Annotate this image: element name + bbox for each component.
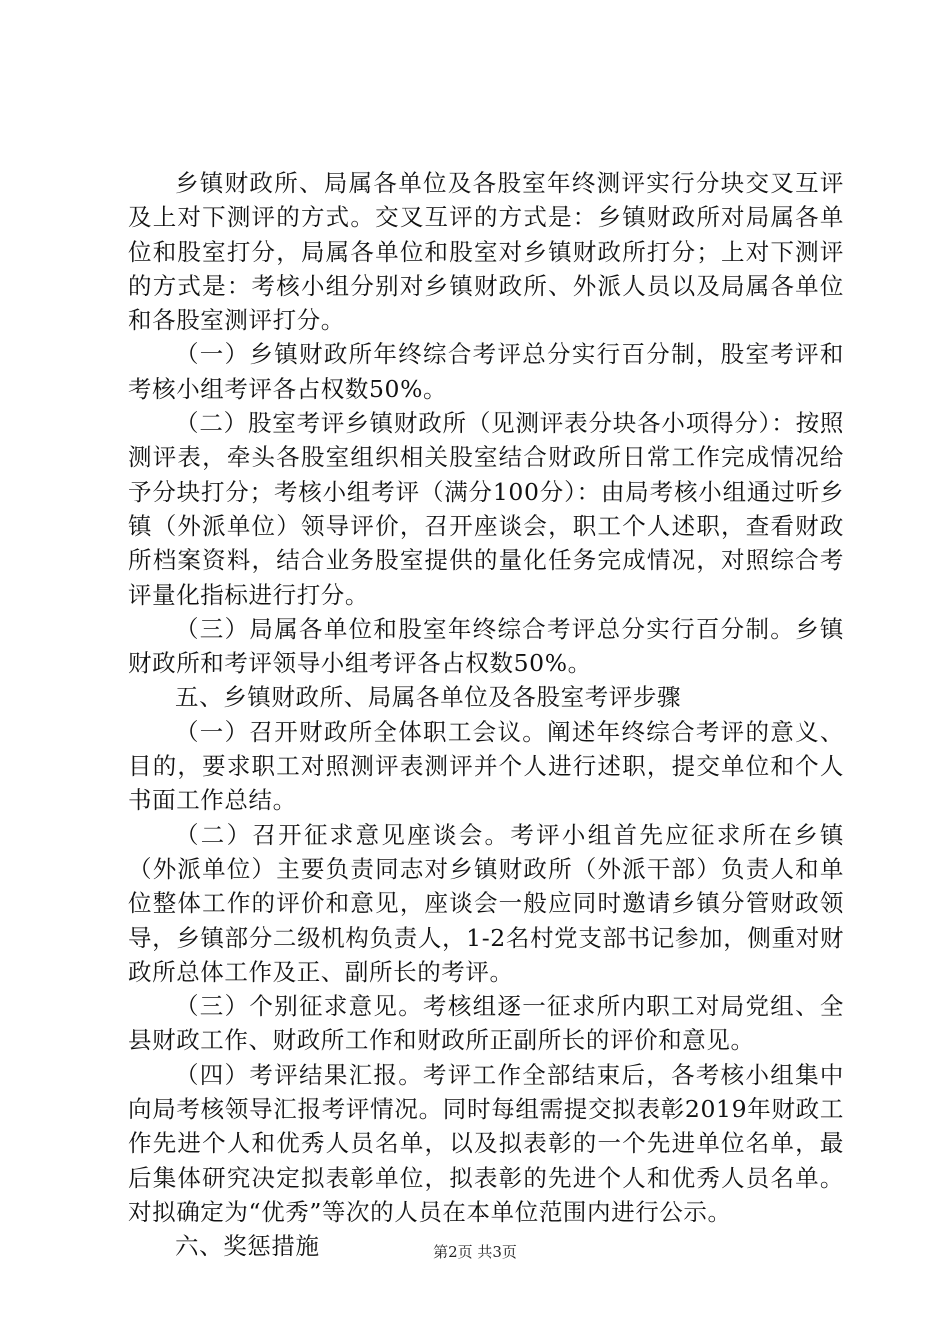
section-heading-rewards-penalties: 六、奖惩措施 xyxy=(175,1232,320,1261)
paragraph-step-3-individual-opinions: （三）个别征求意见。考核组逐一征求所内职工对局党组、全县财政工作、财政所工作和财政所正副所长的评价和意见。 xyxy=(128,992,844,1055)
section-heading-assessment-steps: 五、乡镇财政所、局属各单位及各股室考评步骤 xyxy=(175,683,682,712)
page-number-footer: 第2页 共3页 xyxy=(433,1243,517,1261)
paragraph-item-3-unit-scoring: （三）局属各单位和股室年终综合考评总分实行百分制。乡镇财政所和考评领导小组考评各占权数50%。 xyxy=(128,614,844,678)
paragraph-item-2-section-assessment: （二）股室考评乡镇财政所（见测评表分块各小项得分）：按照测评表，牵头各股室组织相关股室结合财政所日常工作完成情况给予分块打分；考核小组考评（满分100分）：由局考核小组通过听乡镇（外派单位）领导评价，召开座谈会，职工个人述职，查看财政所档案资料，结合业务股室提供的量化任务完成情况，对照综合考评量化指标进行打分。 xyxy=(128,409,844,609)
paragraph-assessment-method: 乡镇财政所、局属各单位及各股室年终测评实行分块交叉互评及上对下测评的方式。交叉互评的方式是：乡镇财政所对局属各单位和股室打分，局属各单位和股室对乡镇财政所打分；上对下测评的方式是：考核小组分别对乡镇财政所、外派人员以及局属各单位和各股室测评打分。 xyxy=(128,169,844,335)
paragraph-step-2-forum: （二）召开征求意见座谈会。考评小组首先应征求所在乡镇（外派单位）主要负责同志对乡镇财政所（外派干部）负责人和单位整体工作的评价和意见，座谈会一般应同时邀请乡镇分管财政领导，乡镇部分二级机构负责人，1-2名村党支部书记参加，侧重对财政所总体工作及正、副所长的考评。 xyxy=(128,820,844,986)
document-body xyxy=(128,166,844,1264)
paragraph-step-4-result-report: （四）考评结果汇报。考评工作全部结束后，各考核小组集中向局考核领导汇报考评情况。同时每组需提交拟表彰2019年财政工作先进个人和优秀人员名单，以及拟表彰的一个先进单位名单，最后集体研究决定拟表彰单位，拟表彰的先进个人和优秀人员名单。对拟确定为“优秀”等次的人员在本单位范围内进行公示。 xyxy=(128,1060,844,1226)
paragraph-step-1-staff-meeting: （一）召开财政所全体职工会议。阐述年终综合考评的意义、目的，要求职工对照测评表测评并个人进行述职，提交单位和个人书面工作总结。 xyxy=(128,717,844,815)
paragraph-item-1-scoring: （一）乡镇财政所年终综合考评总分实行百分制，股室考评和考核小组考评各占权数50%。 xyxy=(128,340,844,403)
